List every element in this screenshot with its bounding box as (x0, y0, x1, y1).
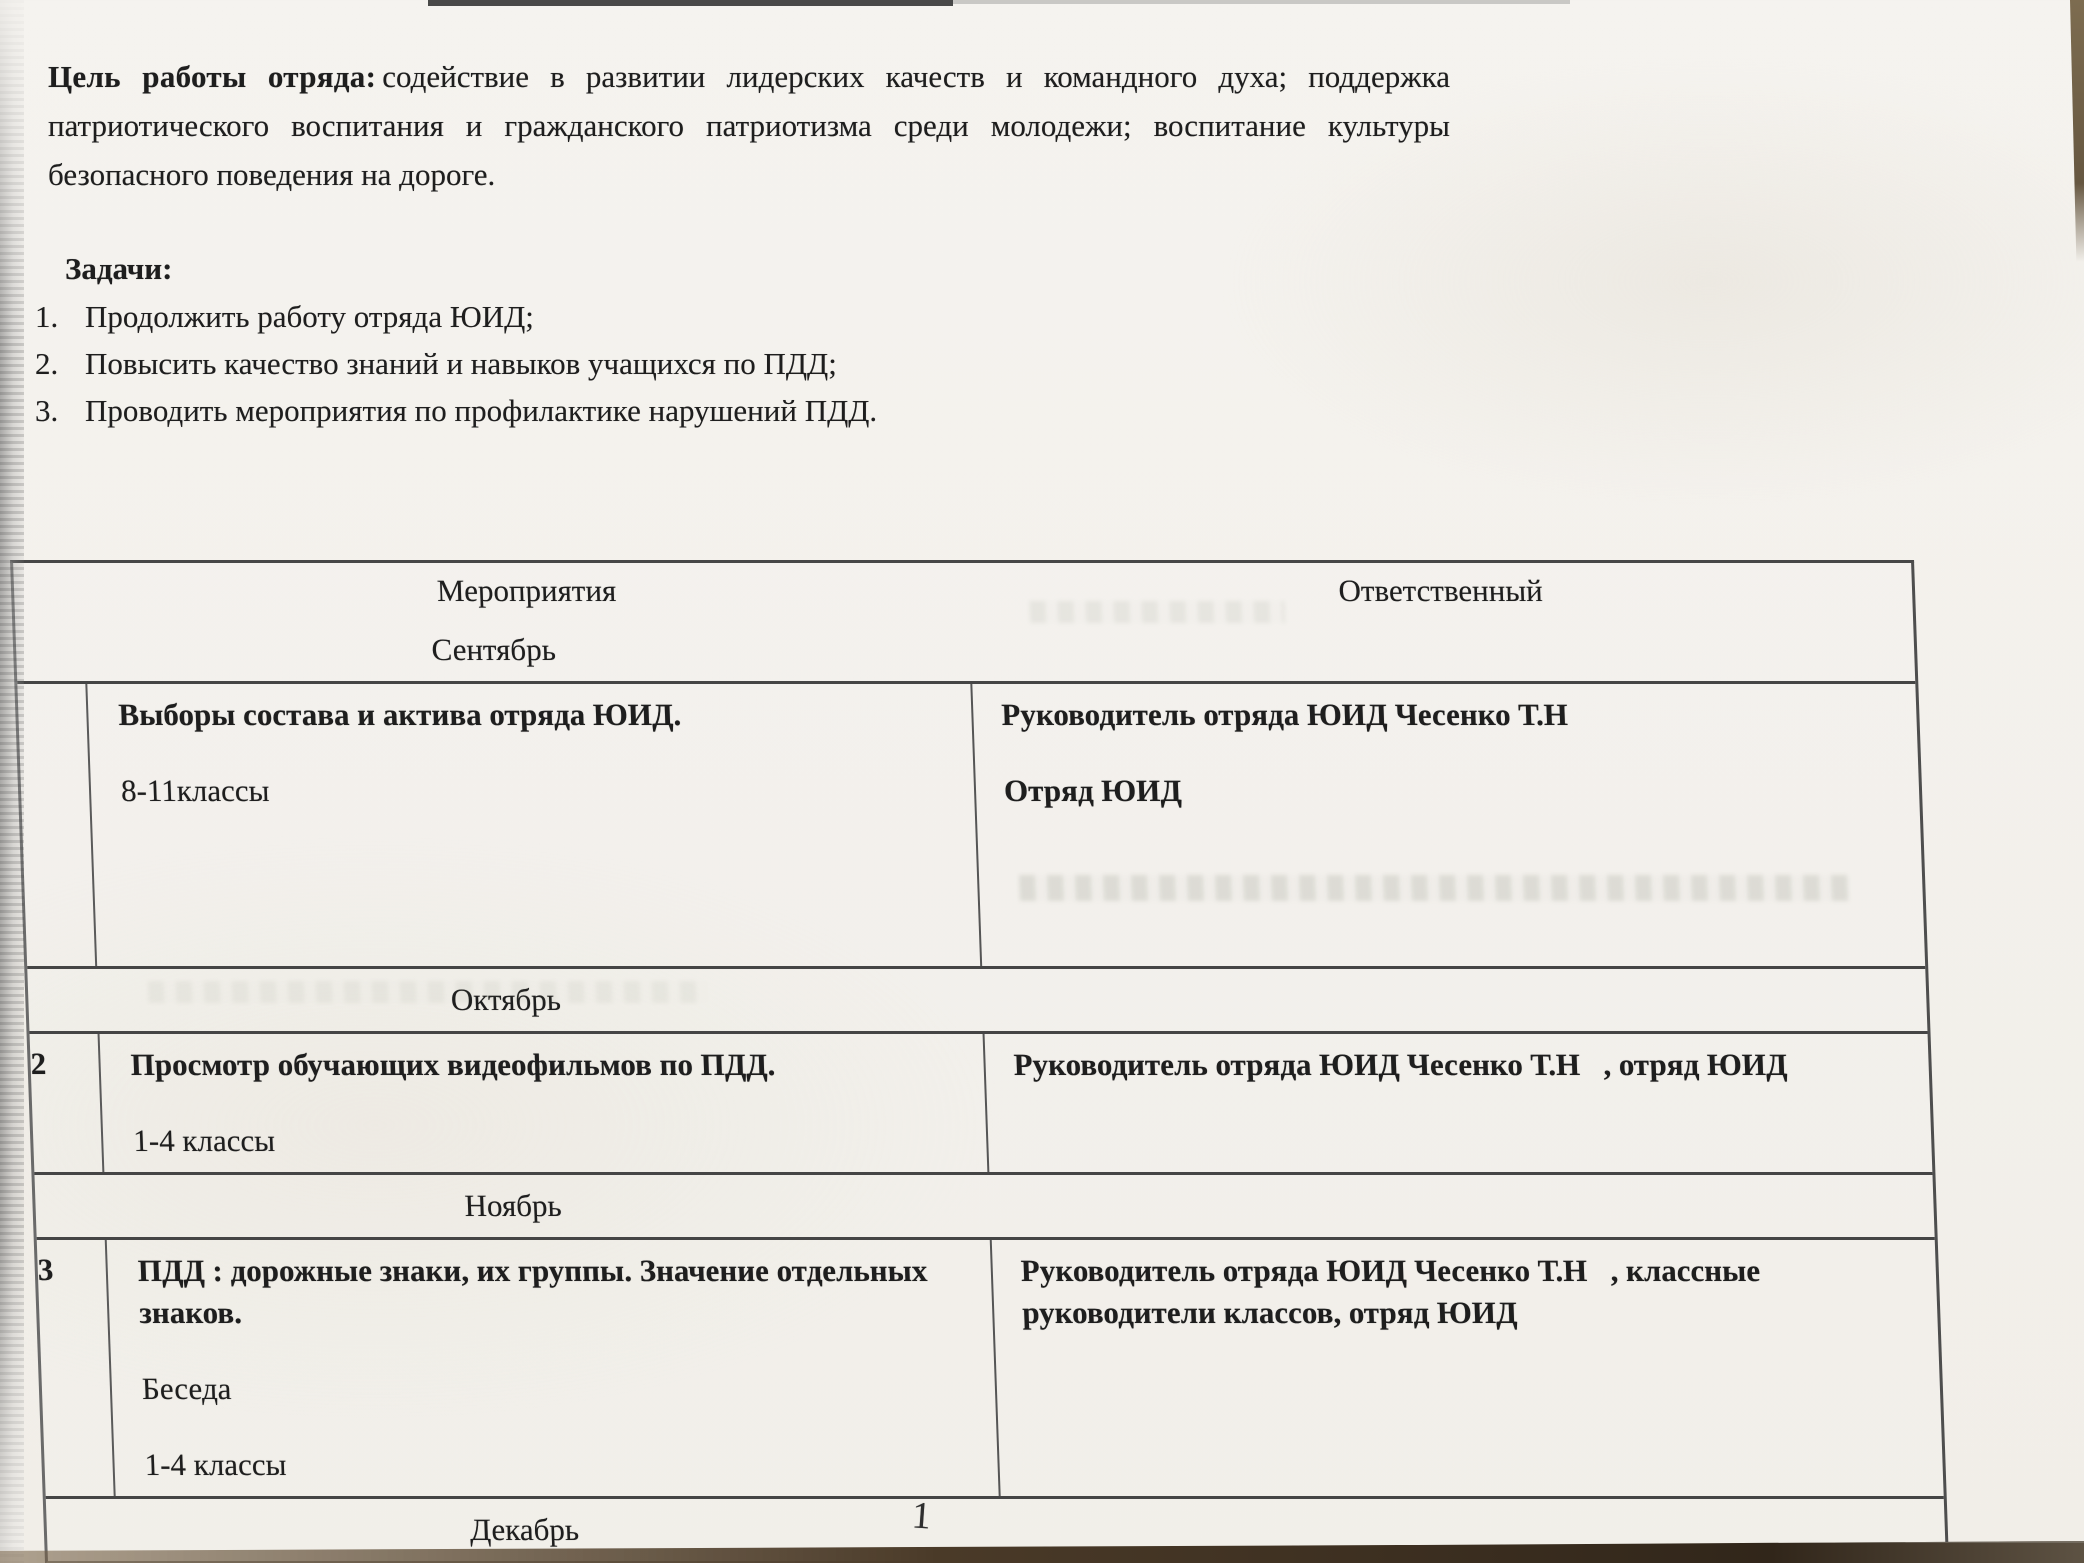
task-text: Продолжить работу отряда ЮИД; (85, 299, 534, 334)
cell-line: Руководитель отряда ЮИД Чесенко Т.Н (1000, 697, 1569, 732)
page-number: 1 (910, 1494, 933, 1538)
events-column-header: Мероприятия (436, 573, 617, 608)
intro-block (35, 52, 1450, 434)
cell-line: ПДД : дорожные знаки, их группы. Значение отдельных знаков. (137, 1253, 928, 1330)
month-row (27, 966, 1927, 1031)
responsible-cell (985, 1034, 1933, 1172)
goal-paragraph (48, 52, 1450, 199)
table-row (29, 1031, 1932, 1172)
responsible-cell (972, 684, 1925, 966)
month-cell (16, 632, 972, 668)
month-label: Ноябрь (463, 1188, 563, 1223)
event-cell (100, 1034, 990, 1172)
month-label: Сентябрь (430, 632, 557, 667)
cell-line: Выборы состава и актива отряда ЮИД. (117, 697, 682, 732)
month-row (15, 619, 1915, 681)
month-cell (35, 1188, 991, 1224)
cell-line: Беседа (141, 1371, 232, 1406)
responsible-column-header: Ответственный (1337, 573, 1544, 608)
cell-line: 8-11классы (120, 773, 270, 808)
table-header-row (13, 563, 1913, 619)
event-cell (87, 684, 982, 966)
month-label: Октябрь (450, 982, 562, 1017)
cell-line: 1-4 классы (143, 1447, 287, 1482)
scan-edge-top-faint (950, 0, 1570, 4)
row-number-cell (30, 1034, 105, 1172)
cell-line: Просмотр обучающих видеофильмов по ПДД. (130, 1047, 776, 1082)
task-number: 2. (35, 346, 59, 381)
task-number: 3. (35, 393, 59, 428)
row-number-cell (37, 1240, 116, 1496)
cell-line: Руководитель отряда ЮИД Чесенко Т.Н , отряд ЮИД (1013, 1047, 1788, 1082)
task-item (35, 340, 1450, 387)
goal-text: содействие в развитии лидерских качеств и командного духа; поддержка патриотического воспитания и гражданского патриотизма среди молодежи; воспитание культуры безопасного поведения на дороге. (48, 59, 1450, 192)
month-label: Декабрь (469, 1512, 580, 1547)
month-row (34, 1172, 1934, 1237)
tasks-list (35, 293, 1450, 434)
row-number-cell (17, 684, 97, 966)
scan-edge-right (2064, 0, 2084, 262)
row-number: 3 (37, 1252, 54, 1287)
task-text: Повысить качество знаний и навыков учащихся по ПДД; (85, 346, 837, 381)
schedule-table (10, 560, 1949, 1563)
month-cell (28, 982, 984, 1018)
task-number: 1. (35, 299, 59, 334)
cell-line: 1-4 классы (132, 1123, 276, 1158)
table-row (37, 1237, 1944, 1496)
task-item (35, 387, 1450, 434)
cell-line: Отряд ЮИД (1003, 773, 1183, 808)
tasks-heading: Задачи: (65, 251, 173, 286)
scan-edge-left (0, 0, 24, 1563)
table-row (17, 681, 1925, 966)
cell-line: Руководитель отряда ЮИД Чесенко Т.Н , классные руководители классов, отряд ЮИД (1020, 1253, 1761, 1330)
scan-edge-top (428, 0, 953, 6)
event-cell (107, 1240, 1001, 1496)
responsible-cell (992, 1240, 1944, 1496)
month-cell (46, 1512, 1002, 1548)
row-number: 2 (29, 1046, 47, 1081)
task-item (35, 293, 1450, 340)
goal-label: Цель работы отряда: (48, 59, 377, 94)
task-text: Проводить мероприятия по профилактике нарушений ПДД. (85, 393, 878, 428)
